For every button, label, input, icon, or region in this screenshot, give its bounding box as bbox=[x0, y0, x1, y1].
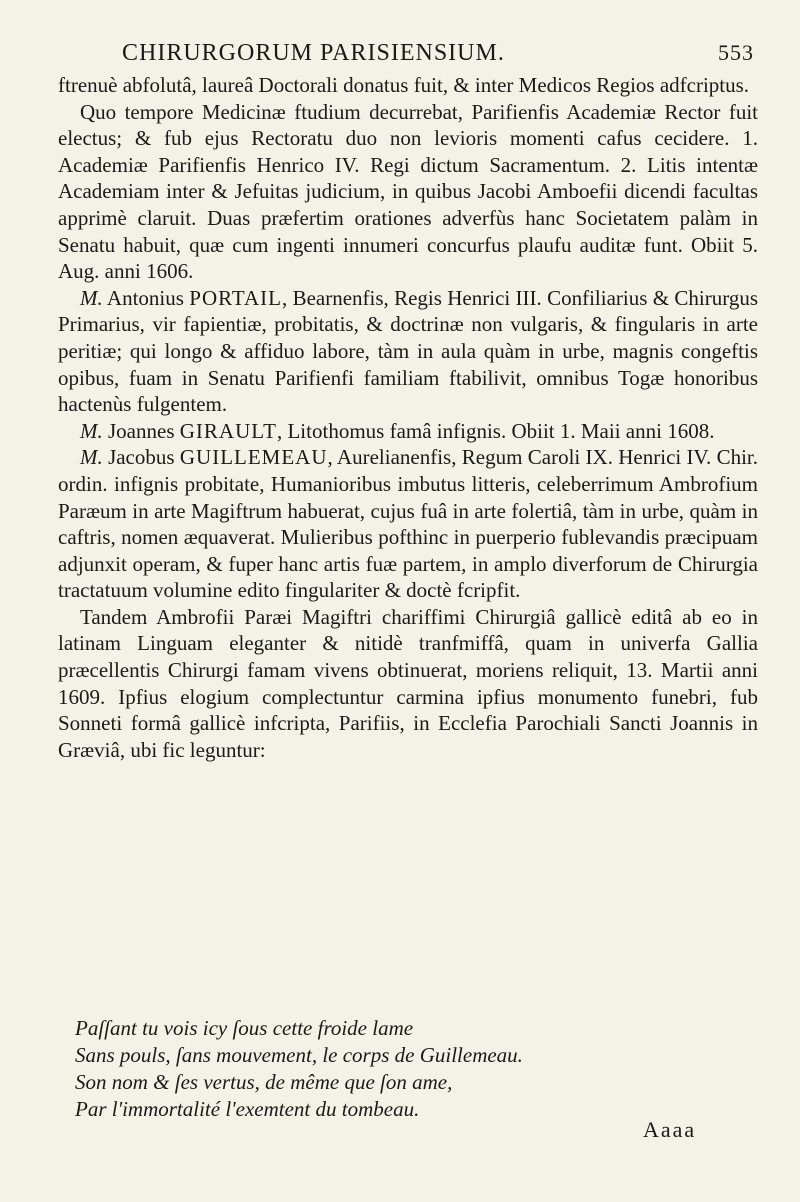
entry-forename: Antonius bbox=[106, 285, 184, 310]
entry-prefix: M. bbox=[80, 418, 103, 443]
entry-text: , Litothomus famâ infignis. Obiit 1. Maii anni 1608. bbox=[276, 418, 715, 443]
paragraph-continuation: ftrenuè abfolutâ, laureâ Doctorali donatus fuit, & inter Medicos Regios adfcriptus. bbox=[58, 73, 750, 97]
entry-portail bbox=[58, 285, 758, 418]
verse-line: Sans pouls, ſans mouvement, le corps de Guillemeau. bbox=[75, 1043, 523, 1067]
entry-surname: GIRAULT bbox=[179, 418, 277, 443]
page-number: 553 bbox=[718, 40, 754, 65]
paragraph-closing: Tandem Ambrofii Paræi Magiftri chariffimi Chirurgiâ gallicè editâ ab eo in latinam Linguam eleganter & nitidè tranfmiffâ, quam in univerfa Gallia præcellentis Chirurgi famam vivens obtinuerat, moriens reliquit, 13. Martii anni 1609. Ipfius elogium complectuntur carmina ipfius monumento funebri, fub Sonneti formâ gallicè infcripta, Parifiis, in Ecclefia Parochiali Sancti Joannis in Græviâ, ubi fic leguntur: bbox=[58, 604, 758, 762]
verse-line: Paſſant tu vois icy ſous cette froide lame bbox=[75, 1016, 414, 1040]
entry-surname: PORTAIL bbox=[189, 285, 282, 310]
entry-text: , Aurelianenfis, Regum Caroli IX. Henrici IV. Chir. ordin. infignis probitate, Humanioribus imbutus litteris, celeberrimum Ambrofium Paræum in arte Magiftrum habuerat, cujus fuâ in arte folertiâ, tàm in urbe, quàm in caftris, nomen æquaverat. Mulieribus pofthinc in puerperio fublevandis præcipuam adjunxit operam, & fuper hanc artis fuæ partem, in amplo diverforum de Chirurgia tractatuum volumine edito fingulariter & doctè fcripfit. bbox=[58, 445, 758, 603]
entry-surname: GUILLEMEAU bbox=[179, 445, 328, 470]
verse-line: Par l'immortalité l'exemtent du tombeau. bbox=[75, 1097, 420, 1121]
epitaph-verse bbox=[75, 1015, 715, 1123]
running-title: CHIRURGORUM PARISIENSIUM. bbox=[122, 40, 505, 66]
entry-guillemeau bbox=[58, 444, 758, 604]
entry-forename: Joannes bbox=[108, 418, 175, 443]
verse-line: Son nom & ſes vertus, de même que ſon ame, bbox=[75, 1070, 453, 1094]
body-text bbox=[58, 72, 758, 763]
entry-text: , Bearnenfis, Regis Henrici III. Confiliarius & Chirurgus Primarius, vir fapientiæ, probitatis, & doctrinæ non vulgaris, & fingularis in arte peritiæ; qui longo & affiduo labore, tàm in aula quàm in urbe, magnis congeftis opibus, fuam in Senatu Parifienfi familiam ftabilivit, omnibus Togæ honoribus hactenùs fulgentem. bbox=[58, 285, 759, 417]
entry-girault bbox=[58, 418, 758, 445]
paragraph-rector: Quo tempore Medicinæ ftudium decurrebat, Parifienfis Academiæ Rector fuit electus; & fub ejus Rectoratu duo non levioris momenti cafus cecidere. 1. Academiæ Parifienfis Henrico IV. Regi dictum Sacramentum. 2. Litis intentæ Academiam inter & Jefuitas judicium, in quibus Jacobi Amboefii dicendi facultas apprimè claruit. Duas præfertim orationes adverfùs hanc Societatem palàm in Senatu habuit, quæ cum ingenti innumeri concurfus plaufu auditæ funt. Obiit 5. Aug. anni 1606. bbox=[58, 99, 758, 284]
signature-mark: Aaaa bbox=[643, 1117, 697, 1142]
running-header bbox=[0, 40, 800, 74]
entry-forename: Jacobus bbox=[108, 445, 175, 470]
entry-prefix: M. bbox=[80, 285, 103, 310]
entry-prefix: M. bbox=[80, 445, 103, 470]
